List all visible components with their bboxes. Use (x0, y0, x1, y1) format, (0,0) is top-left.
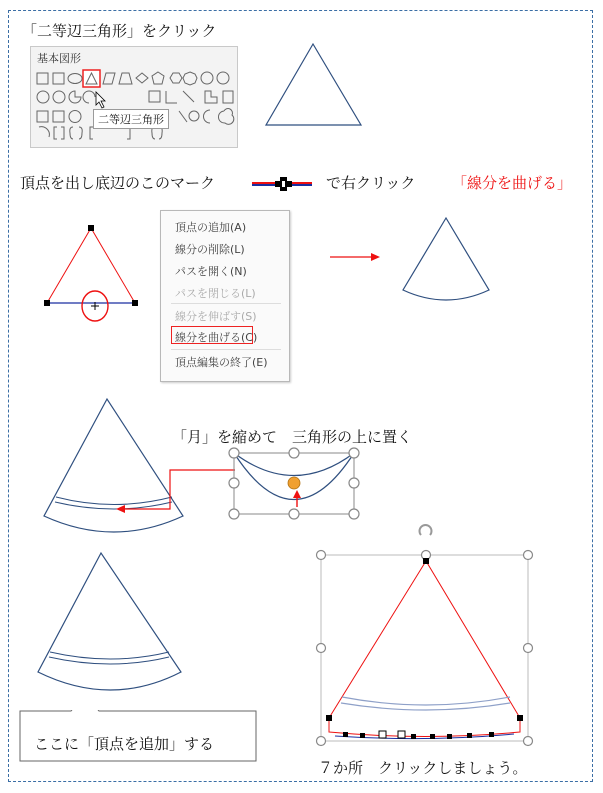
circle-8-icon[interactable] (217, 72, 229, 84)
menu-separator (171, 349, 281, 350)
pie-icon[interactable] (69, 91, 81, 103)
cloud-icon[interactable] (218, 109, 233, 125)
diamond-icon[interactable] (136, 73, 148, 83)
heptagon-icon[interactable] (183, 72, 197, 85)
menu-item-add-vertex[interactable]: 頂点の追加(A) (175, 221, 247, 234)
trapezoid-icon[interactable] (119, 73, 132, 84)
cube-icon[interactable] (37, 111, 48, 122)
shapes-panel-title: 基本図形 (37, 52, 81, 65)
textbox-icon[interactable] (37, 73, 48, 84)
l-shape-icon[interactable] (166, 91, 177, 103)
step2-caption: 頂点を出し底辺のこのマーク (20, 174, 216, 192)
chord-icon[interactable] (83, 91, 95, 103)
step1-caption: 「二等辺三角形」をクリック (22, 22, 217, 40)
step5-caption: ７か所 クリックしましょう。 (318, 759, 528, 777)
plaque-icon[interactable] (223, 91, 233, 103)
menu-item-curved-segment[interactable]: 線分を曲げる(C) (175, 331, 258, 344)
frame-icon[interactable] (149, 91, 160, 102)
vertex-context-menu (160, 210, 290, 382)
lightning-icon[interactable] (179, 111, 187, 122)
donut-icon[interactable] (69, 111, 81, 123)
menu-item-open-path[interactable]: パスを開く(N) (175, 265, 247, 278)
menu-item-exit-edit-points[interactable]: 頂点編集の終了(E) (175, 356, 268, 369)
circle-7-icon[interactable] (201, 72, 213, 84)
oval-icon[interactable] (68, 74, 82, 84)
mouse-pointer-icon (96, 92, 105, 108)
menu-item-close-path: パスを閉じる(L) (175, 287, 256, 300)
arc-icon[interactable] (39, 127, 49, 137)
bevel-icon[interactable] (53, 111, 64, 122)
menu-item-delete-segment[interactable]: 線分の削除(L) (175, 243, 245, 256)
vertical-textbox-icon[interactable] (53, 73, 64, 84)
hexagon-icon[interactable] (170, 73, 182, 83)
step4-callout-text: ここに「頂点を追加」する (34, 735, 215, 753)
circle-12-icon[interactable] (53, 91, 65, 103)
basic-shapes-panel (30, 46, 238, 148)
shapes-gallery-icons (31, 47, 237, 147)
sun-icon[interactable] (189, 111, 199, 121)
pentagon-icon[interactable] (152, 72, 164, 84)
parallelogram-icon[interactable] (103, 73, 115, 84)
menu-separator (171, 303, 281, 304)
moon-icon[interactable] (204, 110, 211, 123)
step2-action-text: 「線分を曲げる」 (452, 174, 573, 192)
brace-pair-icon[interactable] (70, 127, 82, 139)
diagonal-stripe-icon[interactable] (183, 91, 194, 102)
circle-10-icon[interactable] (37, 91, 49, 103)
step2-right-click-text: で右クリック (326, 174, 416, 192)
menu-item-straight-segment: 線分を伸ばす(S) (175, 310, 257, 323)
step3-caption: 「月」を縮めて 三角形の上に置く (172, 428, 413, 446)
bracket-pair-icon[interactable] (54, 127, 64, 139)
shape-tooltip: 二等辺三角形 (93, 109, 169, 129)
cross-icon[interactable] (205, 91, 217, 103)
